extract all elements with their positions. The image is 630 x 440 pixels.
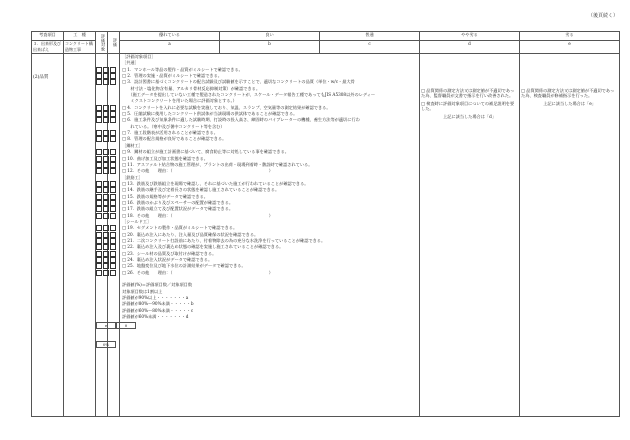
checkbox[interactable] xyxy=(110,213,116,219)
items-cell xyxy=(120,54,420,417)
checkbox[interactable] xyxy=(103,130,109,136)
evaluation-item: □ 1．マンホール等品の製作・品質がミルシートで確認できる。 xyxy=(122,66,243,72)
checkbox[interactable] xyxy=(103,79,109,85)
evaluation-item: □ 15．鉄筋の規格等がデータで確認できる。 xyxy=(122,193,208,199)
page-continue-note: （後頁続く） xyxy=(587,13,618,19)
checkbox[interactable] xyxy=(110,117,116,123)
checkbox[interactable] xyxy=(103,270,109,276)
checkbox[interactable] xyxy=(96,244,102,250)
evaluation-item: □ 6．施工条件及び気象条件に適した試験時期、打設時の投入高さ、締固時のバイブレーターの機種、養生方法等が適切に行わ xyxy=(122,117,360,123)
checkbox[interactable] xyxy=(110,79,116,85)
checkbox[interactable] xyxy=(103,105,109,111)
checkbox[interactable] xyxy=(110,270,116,276)
group-heading: ［鉄筋工］ xyxy=(122,174,143,180)
letter-a: a xyxy=(120,41,220,54)
target-checkbox-row xyxy=(96,79,107,85)
checkbox[interactable] xyxy=(96,232,102,238)
checkbox[interactable] xyxy=(96,200,102,206)
header-eval-target: 評価対象 xyxy=(96,32,108,54)
evaluation-item: □ 11．アスファルト結合物の施工管理が、プラントの出荷・現場到着時・敷設時で確認されている。 xyxy=(122,161,313,167)
evaluation-item: （施工データを提出していない工種で製造されたコンクリートが、スケール・データ報告工種であってもJIS A5308以外のレディー xyxy=(122,92,376,98)
checkbox[interactable] xyxy=(103,257,109,263)
checkbox[interactable] xyxy=(110,238,116,244)
letter-e: e xyxy=(520,41,620,54)
checkbox[interactable] xyxy=(96,117,102,123)
header-kind: 工 種 xyxy=(64,32,96,41)
checkbox[interactable] xyxy=(110,73,116,79)
kind-name: コンクリート構造物工事 xyxy=(64,41,96,54)
score-rule-line: 評価値(%)＝評価項目数／対象項目数 xyxy=(122,282,193,288)
col_d-text: □ 検査時に評価対象項目についての補足説明を要した。 xyxy=(421,101,515,111)
evaluation-item: □ 4．コンクリートを入れに必要な試験を実施しており、気温、スランプ、空気量等の測定結果が確認できる。 xyxy=(122,104,331,110)
evaluation-item: □ 26．その他 理由：（ ） xyxy=(122,269,273,275)
score-right: 0 xyxy=(116,322,136,329)
checkbox[interactable] xyxy=(110,67,116,73)
letter-c: c xyxy=(320,41,420,54)
checkbox[interactable] xyxy=(96,130,102,136)
checkbox[interactable] xyxy=(96,263,102,269)
checkbox[interactable] xyxy=(96,73,102,79)
evaluation-item: 材寸法・塩化物含有量、アルカリ骨材反応抑制対策）が確認できる。 xyxy=(122,85,261,91)
eval-column xyxy=(108,54,120,417)
checkbox[interactable] xyxy=(110,225,116,231)
evaluation-item: □ 19．セグメントの製作・品質がミルシートで確認できる。 xyxy=(122,225,238,231)
evaluation-item: □ 3．設計図書に基づくコンクリートの配合試験及び試験値を示すことで、適切なコンクリートの品質（単位・w/c・最大骨 xyxy=(122,79,355,85)
checkbox[interactable] xyxy=(103,67,109,73)
evaluation-item: □ 12．その他 理由：（ ） xyxy=(122,168,273,174)
checkbox[interactable] xyxy=(110,181,116,187)
checkbox[interactable] xyxy=(103,187,109,193)
header-rating-c: 普通 xyxy=(320,32,420,41)
header-rating-a: 優れている xyxy=(120,32,220,41)
evaluation-item: □ 22．裏込め注入及び裏込め状態の確認を実施し施工されていることが確認できる。 xyxy=(122,244,284,250)
checkbox[interactable] xyxy=(96,206,102,212)
target-checkbox-row xyxy=(96,168,107,174)
item-number: ３．出来形及び出来ばえ xyxy=(32,41,64,54)
score-left: e xyxy=(96,322,116,329)
evaluation-item: □ 10．曲げ加工及び加工状態を確認できる。 xyxy=(122,155,208,161)
checkbox[interactable] xyxy=(110,136,116,142)
checkbox[interactable] xyxy=(96,257,102,263)
checkbox[interactable] xyxy=(103,156,109,162)
score-rule-line: 評価値が80%～90%未満・・・・・b xyxy=(122,301,194,307)
score-rule-line: 評価値が60%～80%未満・・・・・c xyxy=(122,307,194,313)
checkbox[interactable] xyxy=(110,232,116,238)
checkbox[interactable] xyxy=(103,73,109,79)
score-rule-line: 対象項目数は1割以上 xyxy=(122,288,163,294)
evaluation-item: □ 9．鋼材の組立が施工計画書に基づいて、腐食防止等に対処している事を確認できる。 xyxy=(122,149,289,155)
letter-b: b xyxy=(220,41,320,54)
target-checkbox-row xyxy=(96,117,107,123)
col_e-text: □ 品質関係の測定方法又は測定値が不適切であった為、検査職員が修補指示を行った。 xyxy=(521,88,615,98)
evaluation-item: □ 25．地盤変位及び地下水位の計測結果がデータで確認できる。 xyxy=(122,263,246,269)
evaluation-item: れている。（寒中及び暑中コンクリート等を含む） xyxy=(122,123,225,129)
checkbox[interactable] xyxy=(103,225,109,231)
header-rating-e: 劣る xyxy=(520,32,620,41)
checkbox[interactable] xyxy=(103,238,109,244)
score-percent: 0% xyxy=(96,341,116,348)
evaluation-item: □ 18．その他 理由：（ ） xyxy=(122,212,273,218)
eval-target-column xyxy=(96,54,108,417)
checkbox[interactable] xyxy=(96,111,102,117)
target-checkbox-row xyxy=(96,270,107,276)
checkbox[interactable] xyxy=(103,117,109,123)
checkbox[interactable] xyxy=(96,105,102,111)
checkbox[interactable] xyxy=(96,251,102,257)
checkbox[interactable] xyxy=(96,225,102,231)
checkbox[interactable] xyxy=(103,111,109,117)
evaluation-item: □ 17．鉄筋の組立て及び配置状況がデータで確認できる。 xyxy=(122,206,234,212)
evaluation-item: □ 2．管理の実施・品質がミルシートで確認できる。 xyxy=(122,73,222,79)
checkbox[interactable] xyxy=(110,200,116,206)
checkbox[interactable] xyxy=(103,181,109,187)
checkbox[interactable] xyxy=(96,136,102,142)
checkbox[interactable] xyxy=(103,194,109,200)
checkbox[interactable] xyxy=(110,244,116,250)
checkbox[interactable] xyxy=(103,244,109,250)
checkbox[interactable] xyxy=(110,105,116,111)
evaluation-item: □ 23．シール材の品質及び取付けが確認できる。 xyxy=(122,250,217,256)
evaluation-item: ミクストコンクリートを用いた場合に評価対象とする。） xyxy=(122,98,237,104)
evaluation-table xyxy=(31,31,620,417)
checkbox[interactable] xyxy=(96,156,102,162)
checkbox[interactable] xyxy=(110,156,116,162)
header-rating-d: やや劣る xyxy=(420,32,520,41)
checkbox[interactable] xyxy=(96,67,102,73)
group-heading: ［鋼材工］ xyxy=(122,142,143,148)
checkbox[interactable] xyxy=(96,162,102,168)
col_d-text: 上記に該当した場合は「d」 xyxy=(443,114,496,119)
checkbox[interactable] xyxy=(96,79,102,85)
checkbox[interactable] xyxy=(110,251,116,257)
col-e-cell xyxy=(520,54,620,417)
checkbox[interactable] xyxy=(96,149,102,155)
evaluation-item: □ 7．施工段階表が活用されることが確認できる。 xyxy=(122,130,218,136)
left-sub-cell xyxy=(32,54,64,417)
target-checkbox-row xyxy=(96,213,107,219)
evaluation-item: □ 24．裏込め注入状況がデータで確認できる。 xyxy=(122,257,213,262)
checkbox[interactable] xyxy=(103,136,109,142)
checkbox[interactable] xyxy=(110,149,116,155)
checkbox[interactable] xyxy=(96,187,102,193)
score-rule-line: 評価値が90%以上・・・・・・・a xyxy=(122,295,189,301)
header-eval: 評価 xyxy=(108,32,120,54)
checkbox[interactable] xyxy=(110,168,116,174)
checkbox[interactable] xyxy=(96,213,102,219)
checkbox[interactable] xyxy=(110,206,116,212)
checkbox[interactable] xyxy=(103,200,109,206)
checkbox[interactable] xyxy=(110,187,116,193)
score-box xyxy=(96,312,136,350)
checkbox[interactable] xyxy=(96,270,102,276)
checkbox[interactable] xyxy=(110,263,116,269)
checkbox[interactable] xyxy=(96,168,102,174)
checkbox[interactable] xyxy=(110,257,116,263)
checkbox[interactable] xyxy=(103,213,109,219)
checkbox[interactable] xyxy=(103,162,109,168)
evaluation-item: □ 16．鉄筋のかぶり及びスペーサーの配置が確認できる。 xyxy=(122,199,234,205)
checkbox[interactable] xyxy=(103,263,109,269)
checkbox[interactable] xyxy=(110,194,116,200)
target-checkbox-row xyxy=(96,136,107,142)
evaluation-item: □ 14．鉄筋の継手及び定着長さの状態を確認し施工されていることが確認できる。 xyxy=(122,187,280,193)
col_d-text: □ 品質関係の測定方法又は測定値が不適切であった為、監督職員が文書で指示を行い改善された。 xyxy=(421,88,515,98)
checkbox[interactable] xyxy=(103,251,109,257)
checkbox[interactable] xyxy=(96,181,102,187)
evaluation-item: □ 21．二次コンクリート打設前にあたり、付着物除去の為の充分な水洗浄を行っていることが確認できる。 xyxy=(122,237,326,243)
col_e-text: 上記に該当した場合は「e」 xyxy=(543,101,596,106)
checkbox[interactable] xyxy=(110,162,116,168)
col-d-cell xyxy=(420,54,520,417)
evaluation-item: □ 13．鉄筋及び鉄筋組立を現場で確認し、それに基づいた施工が行われていることが確認できる。 xyxy=(122,180,309,186)
header-rating-b: 良い xyxy=(220,32,320,41)
score-rule-line: 評価値が60%未満・・・・・・・d xyxy=(122,314,189,320)
group-heading: ［シールド工］ xyxy=(122,218,152,224)
kind-empty-cell xyxy=(64,54,96,417)
group-heading: ［共通］ xyxy=(122,60,139,66)
letter-d: d xyxy=(420,41,520,54)
checkbox[interactable] xyxy=(103,149,109,155)
checkbox[interactable] xyxy=(96,238,102,244)
evaluation-item: □ 20．裏込め注入にあたり、注入量及び品質確保の状況を確認できる。 xyxy=(122,231,259,237)
checkbox[interactable] xyxy=(103,206,109,212)
checkbox[interactable] xyxy=(110,130,116,136)
sub-label: (2)品質 xyxy=(33,75,49,80)
checkbox[interactable] xyxy=(103,168,109,174)
header-item: 考査項目 xyxy=(32,32,64,41)
evaluation-item: □ 8．管理の配合規格が良好であることが確認できる。 xyxy=(122,136,227,142)
eval-items-title: ［評価対象項目］ xyxy=(122,54,156,59)
checkbox[interactable] xyxy=(110,111,116,117)
checkbox[interactable] xyxy=(96,194,102,200)
evaluation-item: □ 5．圧縮試験に使用したコンクリート供試体が当該現場の供試体であることが確認できる。 xyxy=(122,111,298,117)
checkbox[interactable] xyxy=(103,232,109,238)
